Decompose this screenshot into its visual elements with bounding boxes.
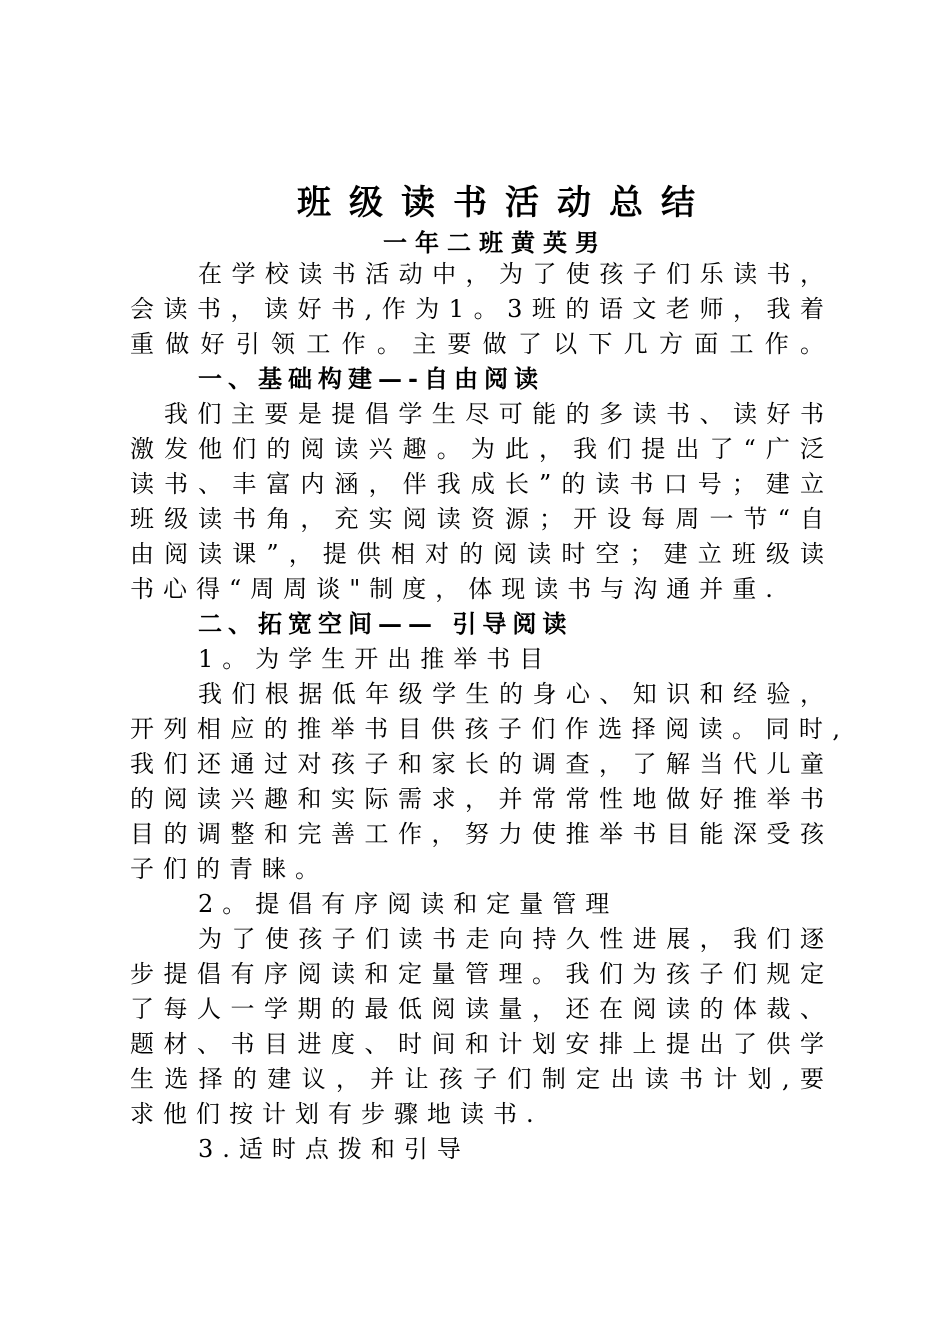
document-title: 班级读书活动总结 [297,183,713,223]
paragraph-line: 会读书，读好书,作为1。3班的语文老师，我着 [130,295,824,323]
paragraph-line: 读书、丰富内涵，伴我成长”的读书口号；建立 [130,470,824,498]
paragraph-line: 开列相应的推举书目供孩子们作选择阅读。同时, [130,715,840,743]
paragraph-line: 书心得“周周谈"制度，体现读书与沟通并重. [130,575,782,603]
paragraph-line: 为了使孩子们读书走向持久性进展，我们逐 [198,925,824,953]
paragraph-line: 的阅读兴趣和实际需求，并常常性地做好推举书 [130,785,824,813]
paragraph-line: 步提倡有序阅读和定量管理。我们为孩子们规定 [130,960,824,988]
paragraph-line: 求他们按计划有步骤地读书. [130,1100,543,1128]
paragraph-line: 重做好引领工作。主要做了以下几方面工作。 [130,330,824,358]
paragraph-line: 我们还通过对孩子和家长的调查，了解当代儿童 [130,750,824,778]
subsection-heading: 3.适时点拨和引导 [198,1135,470,1163]
paragraph-line: 由阅读课”，提供相对的阅读时空；建立班级读 [130,540,824,568]
section-heading: 一、基础构建—-自由阅读 [198,364,544,393]
paragraph-line: 班级读书角，充实阅读资源；开设每周一节“自 [130,505,824,533]
paragraph-line: 我们根据低年级学生的身心、知识和经验， [198,680,824,708]
document-author: 一年二班黄英男 [383,228,607,257]
paragraph-line: 在学校读书活动中，为了使孩子们乐读书， [198,260,824,288]
paragraph-line: 激发他们的阅读兴趣。为此，我们提出了“广泛 [130,435,824,463]
paragraph-line: 目的调整和完善工作，努力使推举书目能深受孩 [130,820,824,848]
subsection-heading: 2。提倡有序阅读和定量管理 [198,890,619,918]
paragraph-line: 生选择的建议，并让孩子们制定出读书计划,要 [130,1065,824,1093]
section-heading: 二、拓宽空间—— 引导阅读 [198,609,573,638]
paragraph-line: 题材、书目进度、时间和计划安排上提出了供学 [130,1030,824,1058]
paragraph-line: 了每人一学期的最低阅读量，还在阅读的体裁、 [130,995,824,1023]
subsection-heading: 1。为学生开出推举书目 [198,645,553,673]
paragraph-line: 子们的青睐。 [130,855,328,883]
paragraph-line: 我们主要是提倡学生尽可能的多读书、读好书 [164,400,824,428]
